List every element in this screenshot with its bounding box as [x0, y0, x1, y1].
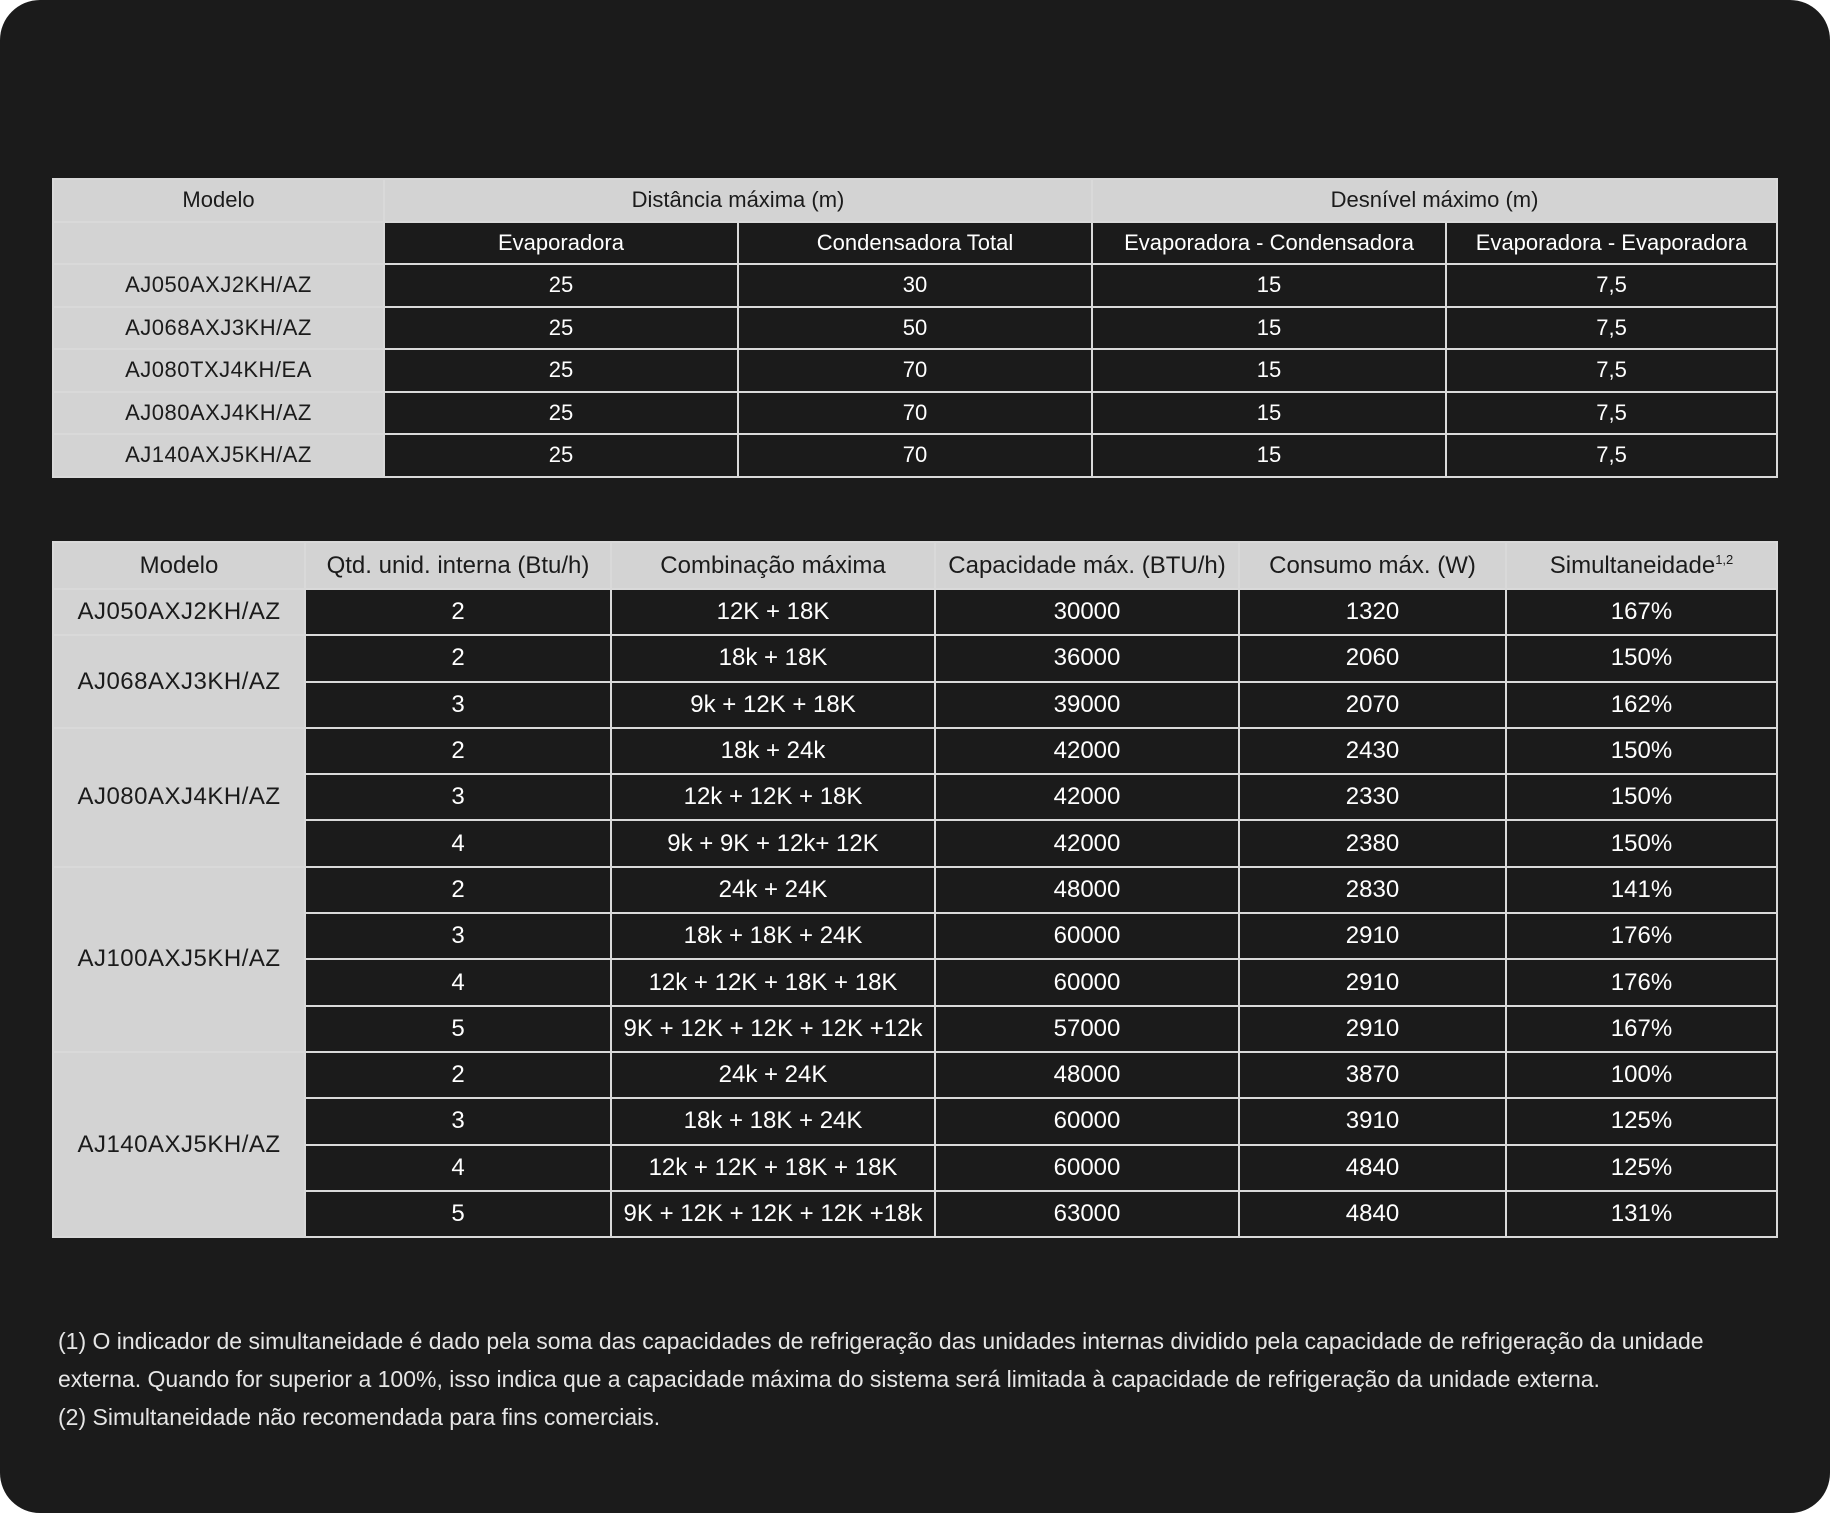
- consumption-cell: 2330: [1239, 774, 1506, 820]
- combination-cell: 9k + 12K + 18K: [611, 682, 935, 728]
- table-row: [53, 820, 1777, 866]
- simultaneity-cell: 162%: [1506, 682, 1777, 728]
- capacity-cell: 63000: [935, 1191, 1239, 1237]
- value-cell: 25: [384, 349, 738, 392]
- combination-cell: 9K + 12K + 12K + 12K +18k: [611, 1191, 935, 1237]
- table-row: [53, 728, 1777, 774]
- model-cell: AJ068AXJ3KH/AZ: [53, 307, 384, 350]
- value-cell: 15: [1092, 307, 1446, 350]
- consumption-cell: 1320: [1239, 589, 1506, 635]
- capacity-cell: 30000: [935, 589, 1239, 635]
- simultaneity-cell: 150%: [1506, 820, 1777, 866]
- header-modelo: Modelo: [53, 179, 384, 222]
- capacity-cell: 60000: [935, 1098, 1239, 1144]
- table-row: [53, 682, 1777, 728]
- simultaneity-cell: 125%: [1506, 1098, 1777, 1144]
- qtd-cell: 3: [305, 774, 611, 820]
- capacity-cell: 60000: [935, 913, 1239, 959]
- header-qtd: Qtd. unid. interna (Btu/h): [305, 542, 611, 589]
- simultaneity-cell: 167%: [1506, 589, 1777, 635]
- table-row: [53, 1006, 1777, 1052]
- capacity-cell: 39000: [935, 682, 1239, 728]
- simultaneity-cell: 176%: [1506, 913, 1777, 959]
- capacity-cell: 42000: [935, 774, 1239, 820]
- table-row: [53, 1145, 1777, 1191]
- header-desnivel: Desnível máximo (m): [1092, 179, 1777, 222]
- table-row: [53, 307, 1777, 350]
- qtd-cell: 3: [305, 682, 611, 728]
- header-evaporadora: Evaporadora: [384, 222, 738, 265]
- header-condensadora-total: Condensadora Total: [738, 222, 1092, 265]
- value-cell: 7,5: [1446, 434, 1777, 477]
- capacity-cell: 60000: [935, 1145, 1239, 1191]
- table-row: [53, 1191, 1777, 1237]
- header-distancia: Distância máxima (m): [384, 179, 1092, 222]
- simultaneity-cell: 150%: [1506, 774, 1777, 820]
- table-row: [53, 635, 1777, 681]
- combination-cell: 12K + 18K: [611, 589, 935, 635]
- combination-cell: 18k + 24k: [611, 728, 935, 774]
- value-cell: 25: [384, 392, 738, 435]
- capacity-cell: 48000: [935, 1052, 1239, 1098]
- combination-cell: 9K + 12K + 12K + 12K +12k: [611, 1006, 935, 1052]
- qtd-cell: 3: [305, 913, 611, 959]
- consumption-cell: 2830: [1239, 867, 1506, 913]
- value-cell: 25: [384, 264, 738, 307]
- header-evap-evap: Evaporadora - Evaporadora: [1446, 222, 1777, 265]
- table-row: [53, 867, 1777, 913]
- value-cell: 15: [1092, 434, 1446, 477]
- consumption-cell: 2060: [1239, 635, 1506, 681]
- footnote-ref: 1,2: [1715, 551, 1734, 567]
- qtd-cell: 4: [305, 820, 611, 866]
- model-cell: AJ080TXJ4KH/EA: [53, 349, 384, 392]
- value-cell: 30: [738, 264, 1092, 307]
- model-cell: AJ068AXJ3KH/AZ: [53, 635, 305, 728]
- qtd-cell: 2: [305, 635, 611, 681]
- value-cell: 7,5: [1446, 392, 1777, 435]
- consumption-cell: 4840: [1239, 1145, 1506, 1191]
- value-cell: 15: [1092, 349, 1446, 392]
- model-cell: AJ140AXJ5KH/AZ: [53, 1052, 305, 1237]
- combination-cell: 9k + 9K + 12k+ 12K: [611, 820, 935, 866]
- consumption-cell: 3870: [1239, 1052, 1506, 1098]
- value-cell: 7,5: [1446, 349, 1777, 392]
- qtd-cell: 4: [305, 959, 611, 1005]
- capacity-cell: 60000: [935, 959, 1239, 1005]
- footnote-2: (2) Simultaneidade não recomendada para fins comerciais.: [58, 1404, 661, 1430]
- value-cell: 7,5: [1446, 264, 1777, 307]
- value-cell: 15: [1092, 264, 1446, 307]
- model-cell: AJ050AXJ2KH/AZ: [53, 264, 384, 307]
- header-capacidade: Capacidade máx. (BTU/h): [935, 542, 1239, 589]
- capacity-cell: 48000: [935, 867, 1239, 913]
- consumption-cell: 2070: [1239, 682, 1506, 728]
- consumption-cell: 3910: [1239, 1098, 1506, 1144]
- capacity-cell: 42000: [935, 820, 1239, 866]
- combination-cell: 12k + 12K + 18K: [611, 774, 935, 820]
- combination-cell: 12k + 12K + 18K + 18K: [611, 959, 935, 1005]
- consumption-cell: 2430: [1239, 728, 1506, 774]
- header-simultaneidade: [1506, 542, 1777, 589]
- distance-table: [52, 178, 1778, 478]
- qtd-cell: 2: [305, 1052, 611, 1098]
- combination-cell: 18k + 18K + 24K: [611, 1098, 935, 1144]
- table-row: [53, 434, 1777, 477]
- footnotes: [58, 1322, 1778, 1436]
- qtd-cell: 2: [305, 867, 611, 913]
- table-row: [53, 913, 1777, 959]
- value-cell: 7,5: [1446, 307, 1777, 350]
- value-cell: 70: [738, 392, 1092, 435]
- value-cell: 25: [384, 434, 738, 477]
- value-cell: 70: [738, 434, 1092, 477]
- qtd-cell: 5: [305, 1006, 611, 1052]
- combination-cell: 24k + 24K: [611, 867, 935, 913]
- model-cell: AJ050AXJ2KH/AZ: [53, 589, 305, 635]
- consumption-cell: 2910: [1239, 913, 1506, 959]
- simultaneity-cell: 100%: [1506, 1052, 1777, 1098]
- table-row: [53, 774, 1777, 820]
- qtd-cell: 2: [305, 589, 611, 635]
- consumption-cell: 2910: [1239, 959, 1506, 1005]
- model-cell: AJ140AXJ5KH/AZ: [53, 434, 384, 477]
- header-blank: [53, 222, 384, 265]
- header-consumo: Consumo máx. (W): [1239, 542, 1506, 589]
- value-cell: 70: [738, 349, 1092, 392]
- combination-cell: 18k + 18K + 24K: [611, 913, 935, 959]
- combination-cell: 12k + 12K + 18K + 18K: [611, 1145, 935, 1191]
- table-row: [53, 589, 1777, 635]
- table-row: [53, 349, 1777, 392]
- simultaneity-cell: 176%: [1506, 959, 1777, 1005]
- combination-table: [52, 541, 1778, 1238]
- header-evap-cond: Evaporadora - Condensadora: [1092, 222, 1446, 265]
- model-cell: AJ080AXJ4KH/AZ: [53, 728, 305, 867]
- simultaneity-cell: 150%: [1506, 635, 1777, 681]
- simultaneity-cell: 150%: [1506, 728, 1777, 774]
- capacity-cell: 57000: [935, 1006, 1239, 1052]
- table-row: [53, 392, 1777, 435]
- table-row: [53, 1052, 1777, 1098]
- simultaneity-cell: 167%: [1506, 1006, 1777, 1052]
- qtd-cell: 5: [305, 1191, 611, 1237]
- model-cell: AJ100AXJ5KH/AZ: [53, 867, 305, 1052]
- consumption-cell: 2910: [1239, 1006, 1506, 1052]
- footnote-1: (1) O indicador de simultaneidade é dado pela soma das capacidades de refrigeração das unidades internas dividido pela capacidade de refrigeração da unidade externa. Quando for superior a 100%, isso indica que a capacidade máxima do sistema será limitada à capacidade de refrigeração da unidade externa.: [58, 1328, 1704, 1392]
- capacity-cell: 42000: [935, 728, 1239, 774]
- consumption-cell: 4840: [1239, 1191, 1506, 1237]
- capacity-cell: 36000: [935, 635, 1239, 681]
- header-combinacao: Combinação máxima: [611, 542, 935, 589]
- value-cell: 50: [738, 307, 1092, 350]
- combination-cell: 18k + 18K: [611, 635, 935, 681]
- table-row: [53, 264, 1777, 307]
- qtd-cell: 3: [305, 1098, 611, 1144]
- simultaneity-cell: 125%: [1506, 1145, 1777, 1191]
- simultaneity-cell: 131%: [1506, 1191, 1777, 1237]
- qtd-cell: 4: [305, 1145, 611, 1191]
- table-row: [53, 1098, 1777, 1144]
- header-modelo: Modelo: [53, 542, 305, 589]
- table-row: [53, 959, 1777, 1005]
- simultaneity-cell: 141%: [1506, 867, 1777, 913]
- qtd-cell: 2: [305, 728, 611, 774]
- model-cell: AJ080AXJ4KH/AZ: [53, 392, 384, 435]
- value-cell: 25: [384, 307, 738, 350]
- simultaneidade-label: Simultaneidade: [1549, 551, 1716, 579]
- consumption-cell: 2380: [1239, 820, 1506, 866]
- combination-cell: 24k + 24K: [611, 1052, 935, 1098]
- value-cell: 15: [1092, 392, 1446, 435]
